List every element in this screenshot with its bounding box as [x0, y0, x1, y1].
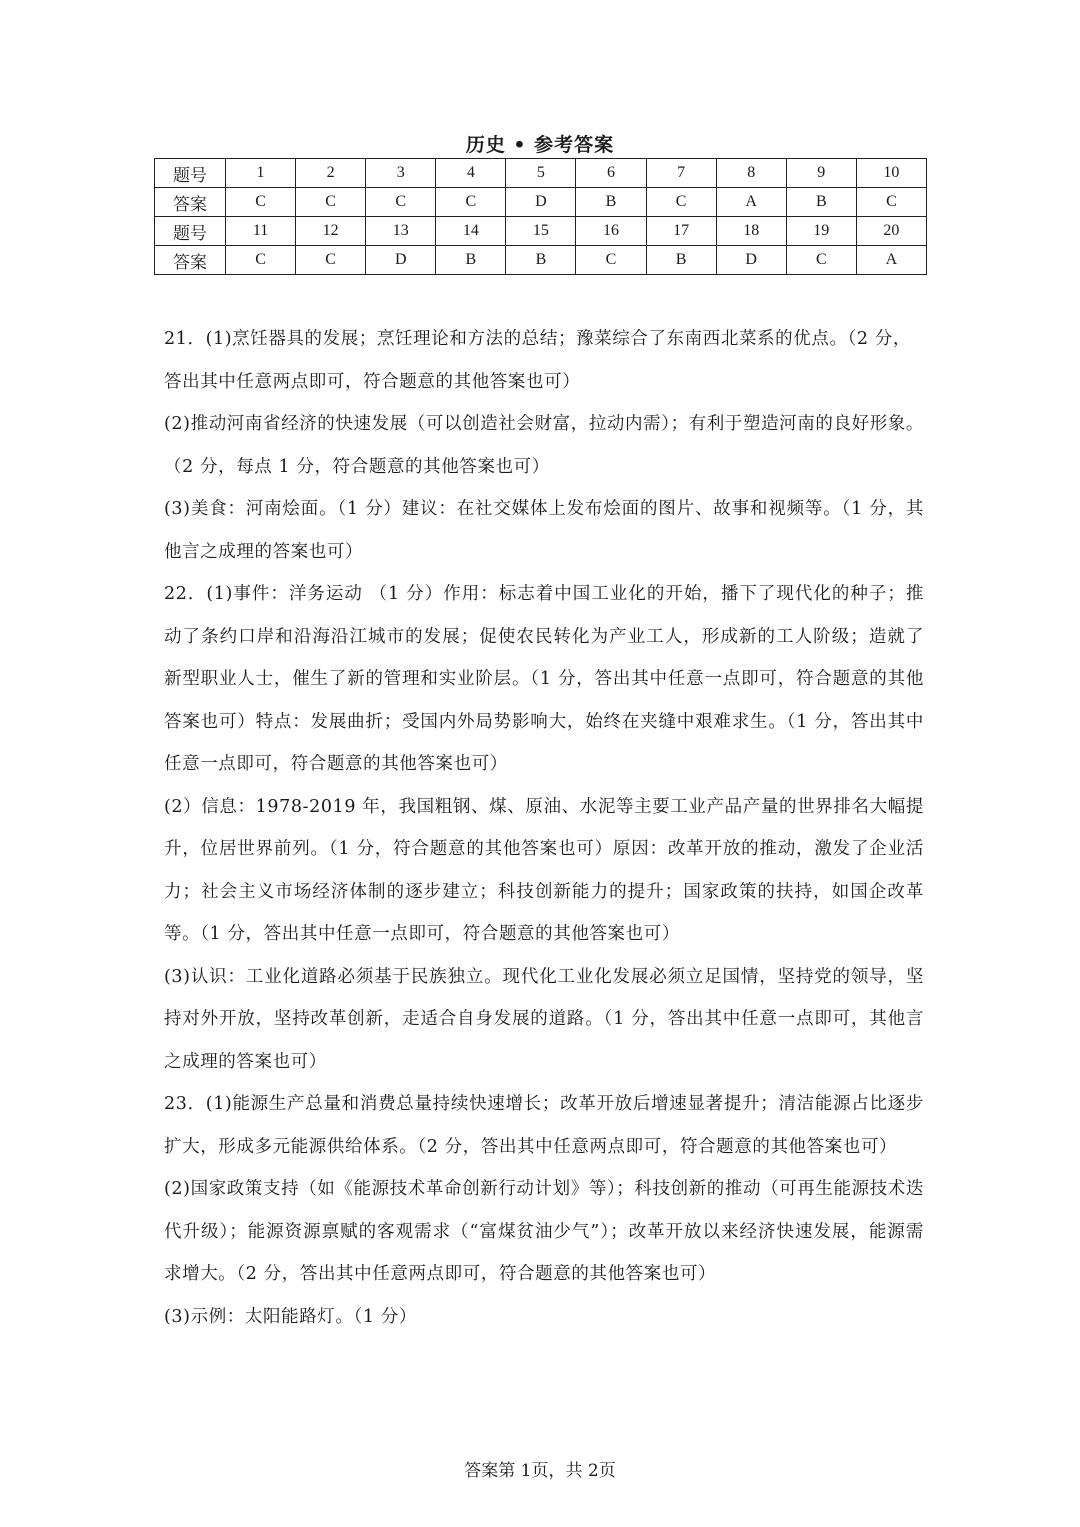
table-cell: 3: [366, 159, 436, 188]
table-cell: B: [506, 246, 576, 275]
table-cell: 12: [296, 217, 366, 246]
row-label: 题号: [155, 217, 226, 246]
table-cell: 6: [576, 159, 646, 188]
table-cell: C: [786, 246, 856, 275]
paragraph: (2)国家政策支持（如《能源技术革命创新行动计划》等）；科技创新的推动（可再生能源技术迭代升级）；能源资源禀赋的客观需求（“富煤贫油少气”）；改革开放以来经济快速发展，能源需求增大。（2 分，答出其中任意两点即可，符合题意的其他答案也可）: [164, 1179, 924, 1284]
table-cell: 2: [296, 159, 366, 188]
table-cell: 9: [786, 159, 856, 188]
answer-table-row: [155, 188, 927, 217]
row-label: 答案: [155, 188, 226, 217]
table-cell: C: [226, 188, 296, 217]
table-cell: 4: [436, 159, 506, 188]
table-cell: C: [436, 188, 506, 217]
paragraph: 21．(1)烹饪器具的发展；烹饪理论和方法的总结；豫菜综合了东南西北菜系的优点。（2 分，: [164, 329, 912, 349]
table-cell: C: [646, 188, 716, 217]
table-cell: B: [436, 246, 506, 275]
paragraph: (3)认识：工业化道路必须基于民族独立。现代化工业化发展必须立足国情，坚持党的领导，坚持对外开放，坚持改革创新，走适合自身发展的道路。（1 分，答出其中任意一点即可，其他言之成理的答案也可）: [164, 966, 924, 1072]
table-cell: D: [716, 246, 786, 275]
table-cell: 1: [226, 159, 296, 188]
table-cell: 17: [646, 217, 716, 246]
table-cell: D: [366, 246, 436, 275]
table-cell: 20: [856, 217, 926, 246]
table-cell: A: [716, 188, 786, 217]
table-cell: 7: [646, 159, 716, 188]
table-cell: 8: [716, 159, 786, 188]
table-cell: 10: [856, 159, 926, 188]
paragraph: 22．(1)事件：洋务运动 （1 分）作用：标志着中国工业化的开始，播下了现代化的种子；推动了条约口岸和沿海沿江城市的发展；促使农民转化为产业工人，形成新的工人阶级；造就了新型职业人士，催生了新的管理和实业阶层。（1 分，答出其中任意一点即可，符合题意的其他答案也可）特点：发展曲折；受国内外局势影响大，始终在夹缝中艰难求生。（1 分，答出其中任意一点即可，符合题意的其他答案也可）: [164, 584, 924, 774]
answer-body-text: [164, 318, 924, 1338]
answer-table-row: [155, 246, 927, 275]
table-cell: C: [226, 246, 296, 275]
table-cell: 19: [786, 217, 856, 246]
answer-table-row: [155, 217, 927, 246]
table-cell: B: [646, 246, 716, 275]
page-footer: 答案第 1页，共 2页: [464, 1461, 616, 1481]
page-title: 历史 • 参考答案: [465, 134, 615, 156]
table-cell: C: [366, 188, 436, 217]
table-cell: D: [506, 188, 576, 217]
table-cell: 18: [716, 217, 786, 246]
paragraph: (2）信息：1978-2019 年，我国粗钢、煤、原油、水泥等主要工业产品产量的世界排名大幅提升，位居世界前列。（1 分，符合题意的其他答案也可）原因：改革开放的推动，激发了企业活力；社会主义市场经济体制的逐步建立；科技创新能力的提升；国家政策的扶持，如国企改革等。（1 分，答出其中任意一点即可，符合题意的其他答案也可）: [164, 796, 924, 944]
paragraph: 23．(1)能源生产总量和消费总量持续快速增长；改革开放后增速显著提升；清洁能源占比逐步扩大，形成多元能源供给体系。（2 分，答出其中任意两点即可，符合题意的其他答案也可）: [164, 1094, 924, 1157]
table-cell: C: [296, 188, 366, 217]
paragraph: 答出其中任意两点即可，符合题意的其他答案也可）: [164, 371, 581, 392]
table-cell: B: [576, 188, 646, 217]
table-cell: C: [576, 246, 646, 275]
table-cell: 16: [576, 217, 646, 246]
table-cell: C: [296, 246, 366, 275]
table-cell: 11: [226, 217, 296, 246]
table-cell: 5: [506, 159, 576, 188]
table-cell: 13: [366, 217, 436, 246]
table-cell: 14: [436, 217, 506, 246]
table-cell: A: [856, 246, 926, 275]
row-label: 答案: [155, 246, 226, 275]
paragraph: (2)推动河南省经济的快速发展（可以创造社会财富，拉动内需）；有利于塑造河南的良好形象。（2 分，每点 1 分，符合题意的其他答案也可）: [164, 414, 924, 477]
answer-table: [154, 158, 927, 275]
table-cell: C: [856, 188, 926, 217]
table-cell: 15: [506, 217, 576, 246]
paragraph: (3)美食：河南烩面。（1 分）建议：在社交媒体上发布烩面的图片、故事和视频等。（1 分，其他言之成理的答案也可）: [164, 499, 924, 562]
paragraph: (3)示例：太阳能路灯。（1 分）: [164, 1306, 417, 1327]
answer-table-row: [155, 159, 927, 188]
row-label: 题号: [155, 159, 226, 188]
table-cell: B: [786, 188, 856, 217]
